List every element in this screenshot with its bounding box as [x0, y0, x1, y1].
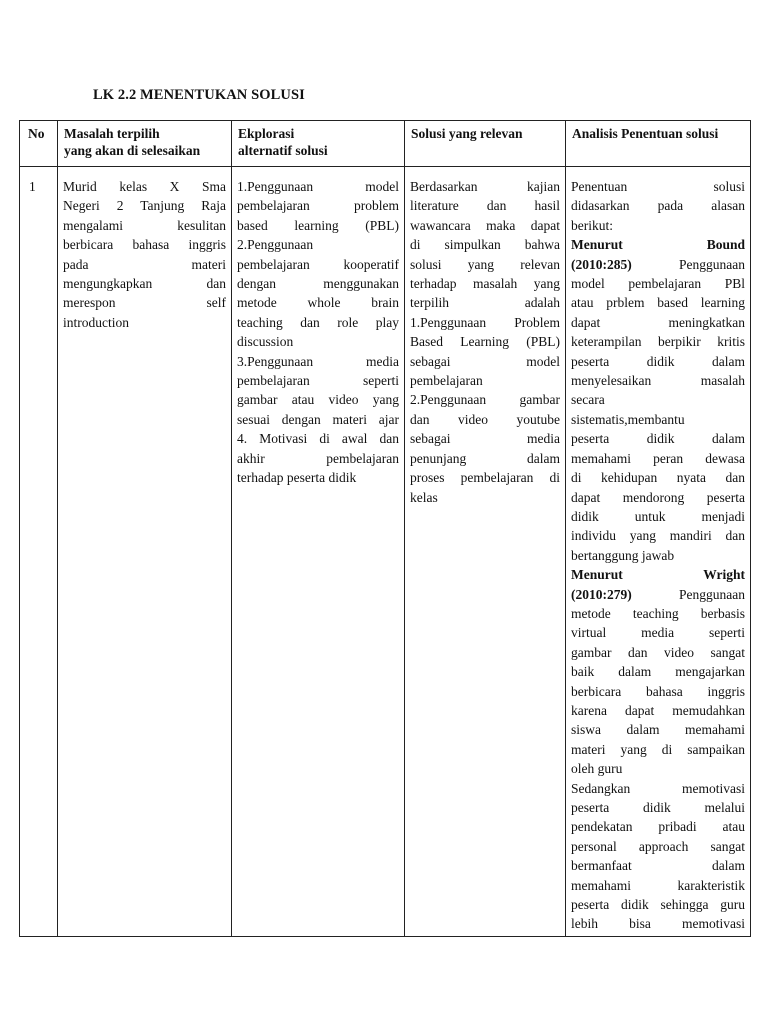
- bound-text-line: di kehidupan nyata dan: [571, 470, 745, 486]
- cell-no: 1: [20, 167, 58, 937]
- analisis-closing-line: peserta didik sehingga guru: [571, 897, 745, 913]
- analisis-closing-line: pendekatan pribadi atau: [571, 819, 745, 835]
- solusi-text-line: proses pembelajaran di: [410, 470, 560, 486]
- masalah-text-line: Murid kelas X Sma: [63, 179, 226, 194]
- eksplorasi-text-line: terhadap peserta didik: [237, 470, 357, 486]
- bound-text-line: peserta didik dalam: [571, 353, 745, 369]
- eksplorasi-text-line: metode whole brain: [237, 295, 399, 311]
- bound-text-line: didik untuk menjadi: [571, 508, 745, 524]
- solusi-text-line: sebagai media: [410, 431, 560, 447]
- solusi-text-line: solusi yang relevan: [410, 256, 560, 272]
- solusi-text-line: literature dan hasil: [410, 198, 560, 214]
- eksplorasi-text-line: gambar atau video yang: [237, 392, 399, 408]
- cell-analisis: [566, 167, 751, 937]
- wright-text-line: metode teaching berbasis: [571, 605, 745, 621]
- analisis-intro-line: Penentuan solusi: [571, 179, 745, 194]
- wright-text-line: oleh guru: [571, 761, 623, 777]
- solusi-text-line: wawancara maka dapat: [410, 217, 560, 233]
- eksplorasi-text-line: teaching dan role play: [237, 314, 399, 330]
- eksplorasi-text-line: sesuai dengan materi ajar: [237, 411, 399, 427]
- header-analisis: Analisis Penentuan solusi: [566, 121, 751, 167]
- bound-text-line: dapat mendorong peserta: [571, 489, 745, 505]
- document-title: LK 2.2 MENENTUKAN SOLUSI: [93, 87, 305, 103]
- wright-text-line: baik dalam mengajarkan: [571, 664, 745, 680]
- solusi-text-line: 2.Penggunaan gambar: [410, 392, 560, 408]
- wright-text-line: gambar dan video sangat: [571, 644, 745, 660]
- solusi-text-line: di simpulkan bahwa: [410, 237, 560, 253]
- bound-text-line: model pembelajaran PBl: [571, 276, 745, 292]
- masalah-text-line: pada materi: [63, 256, 226, 272]
- solusi-text-line: kelas: [410, 489, 438, 505]
- bound-text-line: sistematis,membantu: [571, 411, 685, 427]
- analisis-intro-line: didasarkan pada alasan: [571, 198, 745, 214]
- eksplorasi-text-line: 2.Penggunaan: [237, 237, 314, 253]
- solusi-text-line: dan video youtube: [410, 411, 560, 427]
- masalah-text-line: berbicara bahasa inggris: [63, 237, 226, 253]
- cell-solusi: [405, 167, 566, 937]
- bound-citation-heading: Menurut Bound: [571, 237, 745, 253]
- bound-text-line: memahami peran dewasa: [571, 450, 745, 466]
- wright-text-line: berbicara bahasa inggris: [571, 683, 745, 699]
- analisis-closing-line: personal approach sangat: [571, 838, 745, 854]
- bound-text-line: bertanggung jawab: [571, 547, 675, 563]
- analisis-closing-line: lebih bisa memotivasi: [571, 916, 745, 932]
- wright-text-line: karena dapat memudahkan: [571, 702, 745, 718]
- header-solusi: Solusi yang relevan: [405, 121, 566, 167]
- bound-text-line: peserta didik dalam: [571, 431, 745, 447]
- bound-text-line: individu yang mandiri dan: [571, 528, 745, 544]
- header-eksplorasi: Ekplorasi alternatif solusi: [232, 121, 405, 167]
- masalah-text-line: mengungkapkan dan: [63, 276, 226, 292]
- eksplorasi-text-line: pembelajaran seperti: [237, 373, 399, 389]
- solusi-text-line: terpilih adalah: [410, 295, 560, 311]
- header-masalah: Masalah terpilih yang akan di selesaikan: [58, 121, 232, 167]
- table-header-row: [20, 121, 751, 167]
- eksplorasi-text-line: pembelajaran problem: [237, 198, 399, 214]
- wright-text-line: virtual media seperti: [571, 625, 745, 641]
- masalah-text-line: mengalami kesulitan: [63, 217, 226, 233]
- masalah-text-line: merespon self: [63, 295, 226, 311]
- bound-text-line: secara: [571, 392, 605, 408]
- solusi-text-line: penunjang dalam: [410, 450, 560, 466]
- analisis-closing-line: memahami karakteristik: [571, 877, 745, 893]
- analisis-closing-line: peserta didik melalui: [571, 800, 745, 815]
- solusi-text-line: 1.Penggunaan Problem: [410, 314, 560, 330]
- wright-text-line: materi yang di sampaikan: [571, 741, 745, 757]
- eksplorasi-text-line: discussion: [237, 334, 294, 350]
- cell-eksplorasi: [232, 167, 405, 937]
- eksplorasi-text-line: 3.Penggunaan media: [237, 353, 399, 369]
- masalah-text-line: introduction: [63, 314, 129, 330]
- solusi-text-line: pembelajaran: [410, 373, 483, 389]
- solution-table: [19, 120, 751, 937]
- eksplorasi-text-line: dengan menggunakan: [237, 276, 399, 292]
- bound-text-line: menyelesaikan masalah: [571, 373, 745, 389]
- eksplorasi-text-line: pembelajaran kooperatif: [237, 256, 399, 272]
- bound-text-line: atau prblem based learning: [571, 295, 745, 311]
- eksplorasi-text-line: 4. Motivasi di awal dan: [237, 431, 399, 447]
- table-row: [20, 167, 751, 937]
- masalah-text-line: Negeri 2 Tanjung Raja: [63, 198, 226, 214]
- eksplorasi-text-line: 1.Penggunaan model: [237, 179, 399, 194]
- header-no: No: [20, 121, 58, 167]
- wright-citation-line: (2010:279) Penggunaan: [571, 586, 745, 602]
- solusi-text-line: terhadap masalah yang: [410, 276, 560, 292]
- bound-text-line: dapat meningkatkan: [571, 314, 745, 330]
- eksplorasi-text-line: akhir pembelajaran: [237, 450, 399, 466]
- solusi-text-line: Based Learning (PBL): [410, 334, 560, 350]
- wright-text-line: siswa dalam memahami: [571, 722, 745, 738]
- solusi-text-line: Berdasarkan kajian: [410, 179, 560, 194]
- analisis-closing-line: Sedangkan memotivasi: [571, 780, 745, 796]
- eksplorasi-text-line: based learning (PBL): [237, 217, 399, 233]
- analisis-intro-line: berikut:: [571, 217, 613, 233]
- bound-citation-line: (2010:285) Penggunaan: [571, 256, 745, 272]
- bound-text-line: keterampilan berpikir kritis: [571, 334, 745, 350]
- cell-masalah: [58, 167, 232, 937]
- solusi-text-line: sebagai model: [410, 353, 560, 369]
- analisis-closing-line: bermanfaat dalam: [571, 858, 745, 874]
- wright-citation-heading: Menurut Wright: [571, 567, 745, 583]
